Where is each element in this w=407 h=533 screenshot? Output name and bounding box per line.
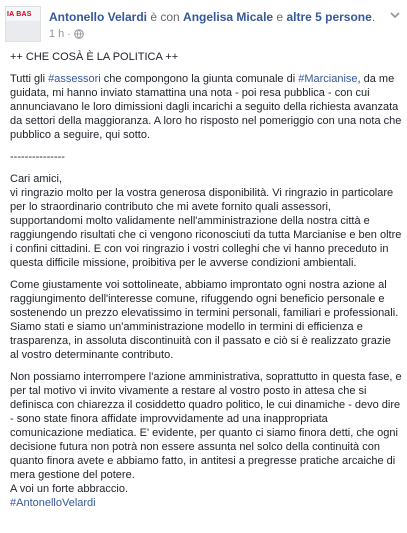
post-header: [5, 6, 402, 42]
hashtag-marcianise-link[interactable]: #Marcianise: [298, 73, 358, 85]
end-text: .: [371, 10, 376, 24]
paragraph-1: vi ringrazio molto per la vostra generosa disponibilità. Vi ringrazio in particolare per lo straordinario contributo che mi avete fornito quali assessori, supportandomi molto validamente nell'amministrazione della nostra città e raggiungendo risultati che ci vengono riconosciuti da tutta Marcianise e ben oltre i confini cittadini. E con voi ringrazio i vostri colleghi che vi hanno preceduto in questa difficile missione, proibitiva per le avverse condizioni ambientali.: [10, 187, 402, 269]
avatar[interactable]: [5, 6, 41, 42]
greeting: Cari amici,: [10, 173, 62, 185]
text-divider: ---------------: [10, 151, 65, 163]
paragraph-3: Non possiamo interrompere l'azione amministrativa, soprattutto in questa fase, e per tal motivo vi invito vivamente a restare al vostro posto in attesa che si definisca con chiarezza il cosiddetto quadro politico, le cui dinamiche - devo dire - sono state finora affidate improvvidamente ad una inappropriata comunicazione mediatica. E' evidente, per quanto ci siamo finora detti, che ogni decisione futura non potrà non essere assunta nel solco della continuità con quanto finora avete e abbiamo fatto, in antitesi a pregresse pratiche arcaiche di mera gestione del potere.: [10, 371, 402, 481]
intro-text-b: che compongono la giunta comunale di: [100, 73, 299, 85]
tagged-person-link[interactable]: Angelisa Micale: [183, 10, 274, 24]
others-link[interactable]: altre 5 persone: [286, 10, 372, 24]
closing-line: A voi un forte abbraccio.: [10, 483, 129, 495]
and-text: e: [273, 10, 287, 24]
author-line: [49, 10, 375, 24]
chevron-down-icon[interactable]: [388, 8, 402, 22]
avatar-logo-text: IA BAS: [7, 11, 32, 18]
post-title: ++ CHE COSÀ È LA POLITICA ++: [10, 51, 179, 63]
author-name-link[interactable]: Antonello Velardi: [49, 10, 148, 24]
intro-paragraph: [10, 72, 402, 142]
meta-separator: ·: [67, 28, 71, 40]
signature-hashtag-link[interactable]: #AntonelloVelardi: [10, 497, 96, 509]
avatar-logo-band: [6, 21, 40, 41]
paragraph-2: Come giustamente voi sottolineate, abbiamo improntato ogni nostra azione al raggiungimento dell'interesse comune, rifuggendo ogni beneficio personale e sostenendo un prezzo elevatissimo in termini personali, familiari e professionali. Siamo stati e siamo un'amministrazione modello in termini di efficienza e trasparenza, in assoluta discontinuità con il passato e ciò si è realizzato grazie al vostro determinante contributo.: [10, 279, 399, 361]
globe-icon[interactable]: [74, 29, 84, 39]
post-meta: [49, 28, 84, 40]
intro-text-c: , da me guidata, mi hanno inviato stamattina una nota - poi resa pubblica - con cui annunciavano le loro dimissioni dagli incarichi a seguito della richiesta avanzata da settori della maggioranza. A loro ho risposto nel pomeriggio con una nota che pubblico a seguire, qui sotto.: [10, 73, 402, 141]
intro-text-a: Tutti gli: [10, 73, 49, 85]
with-text: è con: [147, 10, 184, 24]
post-timestamp[interactable]: 1 h: [49, 28, 65, 40]
post-body: [10, 50, 402, 510]
hashtag-assessori-link[interactable]: #assessori: [48, 73, 101, 85]
